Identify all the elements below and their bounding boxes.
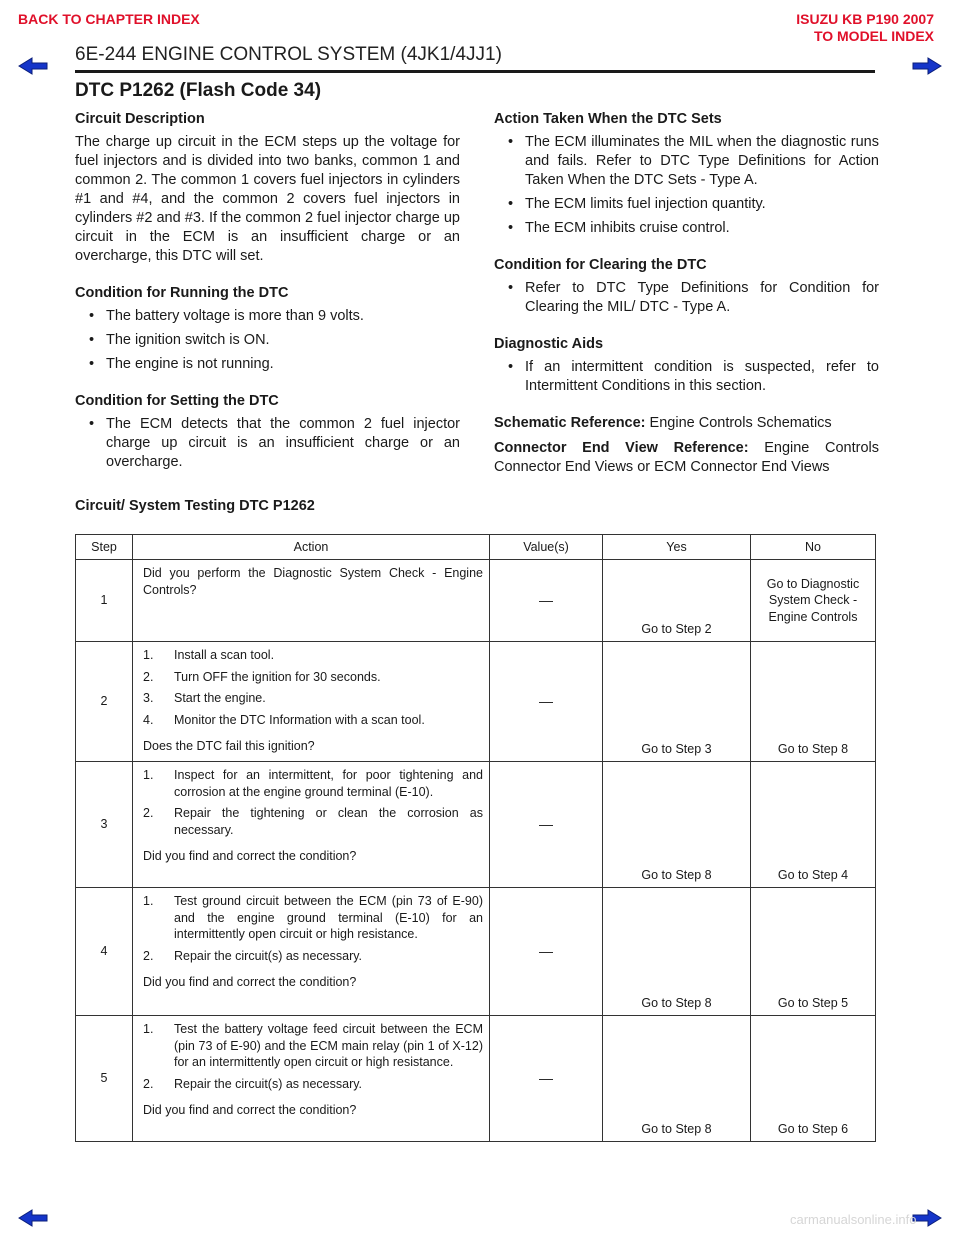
action-taken-heading: Action Taken When the DTC Sets xyxy=(494,111,722,127)
table-row xyxy=(76,888,876,1016)
list-item: • The engine is not running. xyxy=(75,355,460,374)
list-item xyxy=(143,690,483,707)
list-item xyxy=(143,805,483,838)
list-item: • Refer to DTC Type Definitions for Condition for Clearing the MIL/ DTC - Type A. xyxy=(494,279,879,317)
circuit-description-heading: Circuit Description xyxy=(75,111,205,127)
substep-list xyxy=(143,893,483,964)
step-action xyxy=(133,888,490,1016)
step-value: — xyxy=(490,888,603,1016)
step-number: 3 xyxy=(76,762,133,888)
step-yes: Go to Step 8 xyxy=(603,888,751,1016)
list-item xyxy=(143,893,483,943)
list-item: • The battery voltage is more than 9 volts. xyxy=(75,307,460,326)
running-conditions-heading: Condition for Running the DTC xyxy=(75,285,289,301)
substep-number: 2. xyxy=(143,669,154,684)
step-yes: Go to Step 8 xyxy=(603,762,751,888)
substep-text: Repair the circuit(s) as necessary. xyxy=(174,1076,363,1091)
substep-number: 1. xyxy=(143,768,154,782)
setting-conditions-heading: Condition for Setting the DTC xyxy=(75,393,279,409)
schematic-reference-value: Engine Controls Schematics xyxy=(645,415,832,431)
previous-page-arrow-bottom-icon[interactable] xyxy=(18,1208,48,1228)
previous-page-arrow-icon[interactable] xyxy=(18,56,48,76)
testing-steps-table xyxy=(75,534,876,1142)
substep-number: 4. xyxy=(143,712,154,727)
next-page-arrow-icon[interactable] xyxy=(912,56,942,76)
list-item: • The ECM illuminates the MIL when the diagnostic runs and fails. Refer to DTC Type Definitions for Action Taken When the DTC Sets - Type A. xyxy=(494,133,879,190)
schematic-reference xyxy=(494,414,879,433)
table-header-row xyxy=(76,535,876,560)
step-action xyxy=(133,642,490,762)
substep-text: Monitor the DTC Information with a scan tool. xyxy=(174,712,425,727)
step-no: Go to Diagnostic System Check - Engine Controls xyxy=(751,560,876,642)
substep-number: 1. xyxy=(143,648,154,662)
step-number: 2 xyxy=(76,642,133,762)
step-question: Did you find and correct the condition? xyxy=(143,849,357,863)
table-row xyxy=(76,642,876,762)
substep-text: Test ground circuit between the ECM (pin 73 of E-90) and the engine ground terminal (E-10) for an intermittently open circuit or high resistance. xyxy=(174,894,483,941)
substep-text: Repair the circuit(s) as necessary. xyxy=(174,948,363,963)
step-yes: Go to Step 8 xyxy=(603,1016,751,1142)
substep-number: 2. xyxy=(143,948,154,963)
back-to-chapter-index-link[interactable]: BACK TO CHAPTER INDEX xyxy=(18,11,200,27)
substep-text: Repair the tightening or clean the corrosion as necessary. xyxy=(174,806,483,837)
list-item xyxy=(143,1076,483,1093)
substep-text: Install a scan tool. xyxy=(174,648,275,662)
column-header-no: No xyxy=(751,535,876,560)
column-header-values: Value(s) xyxy=(490,535,603,560)
clearing-conditions-list xyxy=(494,279,879,317)
step-no: Go to Step 6 xyxy=(751,1016,876,1142)
substep-number: 1. xyxy=(143,1022,154,1036)
table-row xyxy=(76,1016,876,1142)
list-item: • If an intermittent condition is suspected, refer to Intermittent Conditions in this section. xyxy=(494,358,879,396)
model-index-link[interactable] xyxy=(796,11,934,45)
step-number: 5 xyxy=(76,1016,133,1142)
step-value: — xyxy=(490,642,603,762)
step-no: Go to Step 8 xyxy=(751,642,876,762)
substep-number: 3. xyxy=(143,691,154,705)
table-row xyxy=(76,560,876,642)
testing-table-heading: Circuit/ System Testing DTC P1262 xyxy=(75,498,315,514)
left-column xyxy=(75,110,460,490)
substep-text: Test the battery voltage feed circuit between the ECM (pin 73 of E-90) and the ECM main relay (pin 1 of X-12) for an intermittently open circuit or high resistance. xyxy=(174,1022,483,1069)
substep-text: Turn OFF the ignition for 30 seconds. xyxy=(174,669,381,684)
list-item xyxy=(143,1021,483,1071)
step-number: 4 xyxy=(76,888,133,1016)
step-question: Does the DTC fail this ignition? xyxy=(143,739,315,753)
connector-reference-label: Connector End View Reference: xyxy=(494,440,749,456)
clearing-conditions-heading: Condition for Clearing the DTC xyxy=(494,257,707,273)
right-column xyxy=(494,110,879,483)
list-item: • The ECM inhibits cruise control. xyxy=(494,219,879,238)
step-no: Go to Step 4 xyxy=(751,762,876,888)
step-action xyxy=(133,1016,490,1142)
substep-number: 1. xyxy=(143,894,154,908)
step-no: Go to Step 5 xyxy=(751,888,876,1016)
to-model-index-label: TO MODEL INDEX xyxy=(813,28,934,44)
list-item: • The ignition switch is ON. xyxy=(75,331,460,350)
setting-conditions-list xyxy=(75,415,460,472)
step-question: Did you find and correct the condition? xyxy=(143,1103,357,1117)
list-item xyxy=(143,669,483,686)
substep-number: 2. xyxy=(143,1076,154,1091)
table-row xyxy=(76,762,876,888)
substep-text: Inspect for an intermittent, for poor tightening and corrosion at the engine ground terminal (E-10). xyxy=(174,768,483,799)
substep-list xyxy=(143,647,483,728)
dtc-title: DTC P1262 (Flash Code 34) xyxy=(75,80,322,101)
running-conditions-list xyxy=(75,307,460,374)
watermark: carmanualsonline.info xyxy=(790,1212,917,1227)
step-action xyxy=(133,560,490,642)
step-value: — xyxy=(490,762,603,888)
list-item xyxy=(143,948,483,965)
substep-list xyxy=(143,767,483,838)
column-header-action: Action xyxy=(133,535,490,560)
model-name: ISUZU KB P190 2007 xyxy=(796,11,934,27)
circuit-description-text: The charge up circuit in the ECM steps up the voltage for fuel injectors and is divided into two banks, common 1 and common 2. The common 1 covers fuel injectors in cylinders #1 and #4, and the common 2 covers fuel injectors in cylinders #2 and #3. If the common 2 fuel injector charge up circuit in the ECM is an insufficient charge or an overcharge, this DTC will set. xyxy=(75,134,460,264)
step-question: Did you find and correct the condition? xyxy=(143,975,357,989)
connector-reference-value: Engine Controls Connector End Views or ECM Connector End Views xyxy=(494,440,879,475)
substep-number: 2. xyxy=(143,806,154,820)
step-question: Did you perform the Diagnostic System Check - Engine Controls? xyxy=(143,566,483,597)
connector-reference xyxy=(494,439,879,477)
next-page-arrow-bottom-icon[interactable] xyxy=(912,1208,942,1228)
substep-list xyxy=(143,1021,483,1092)
step-value: — xyxy=(490,560,603,642)
step-number: 1 xyxy=(76,560,133,642)
step-value: — xyxy=(490,1016,603,1142)
schematic-reference-label: Schematic Reference: xyxy=(494,415,646,431)
action-taken-list xyxy=(494,133,879,238)
page-header-title: 6E-244 ENGINE CONTROL SYSTEM (4JK1/4JJ1) xyxy=(75,44,502,65)
column-header-step: Step xyxy=(76,535,133,560)
list-item xyxy=(143,647,483,664)
step-action xyxy=(133,762,490,888)
diagnostic-aids-list xyxy=(494,358,879,396)
step-yes: Go to Step 3 xyxy=(603,642,751,762)
list-item: • The ECM limits fuel injection quantity. xyxy=(494,195,879,214)
header-rule xyxy=(75,70,875,73)
column-header-yes: Yes xyxy=(603,535,751,560)
list-item: • The ECM detects that the common 2 fuel injector charge up circuit is an insufficient charge or an overcharge. xyxy=(75,415,460,472)
substep-text: Start the engine. xyxy=(174,691,266,705)
list-item xyxy=(143,712,483,729)
list-item xyxy=(143,767,483,800)
step-yes: Go to Step 2 xyxy=(603,560,751,642)
diagnostic-aids-heading: Diagnostic Aids xyxy=(494,336,604,352)
